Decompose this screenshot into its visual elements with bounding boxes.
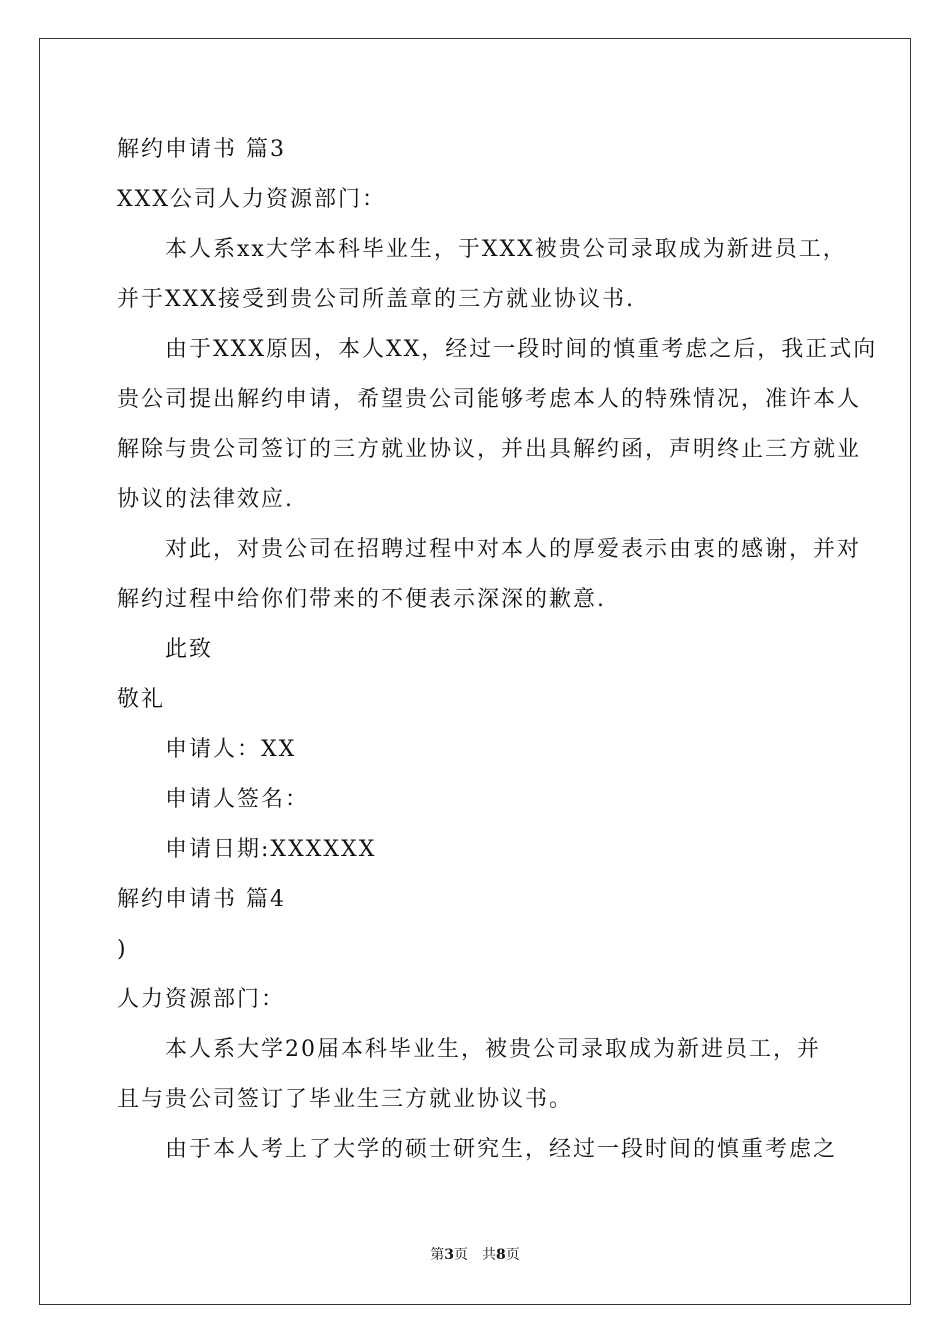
paragraph-line: 由于本人考上了大学的硕士研究生，经过一段时间的慎重考虑之 [165, 1137, 838, 1162]
paragraph-line: 由于XXX原因，本人XX，经过一段时间的慎重考虑之后，我正式向 [165, 337, 878, 362]
applicant-line: 申请人：XX [165, 737, 297, 762]
signature-line: 申请人签名： [165, 787, 310, 812]
page-mid: 页 [454, 1247, 468, 1263]
total-suffix: 页 [505, 1247, 520, 1263]
total-page-number: 8 [496, 1247, 506, 1263]
paren-line: ) [117, 937, 128, 962]
paragraph-line: 且与贵公司签订了毕业生三方就业协议书。 [117, 1087, 574, 1112]
date-line: 申请日期:XXXXXX [165, 837, 377, 862]
page-footer [0, 1246, 950, 1264]
paragraph-line: 协议的法律效应. [117, 487, 294, 512]
current-page-number: 3 [444, 1247, 454, 1263]
paragraph-line: 对此，对贵公司在招聘过程中对本人的厚爱表示由衷的感谢，并对 [165, 537, 862, 562]
paragraph-line: 解除与贵公司签订的三方就业协议，并出具解约函，声明终止三方就业 [117, 437, 862, 462]
section-heading-4: 解约申请书 篇4 [117, 887, 286, 912]
paragraph-line: 解约过程中给你们带来的不便表示深深的歉意. [117, 587, 606, 612]
paragraph-line: 并于XXX接受到贵公司所盖章的三方就业协议书. [117, 287, 635, 312]
paragraph-line: 本人系xx大学本科毕业生，于XXX被贵公司录取成为新进员工， [165, 237, 847, 262]
addressee-line: 人力资源部门： [117, 987, 286, 1012]
section-heading-3: 解约申请书 篇3 [117, 137, 286, 162]
addressee-line: XXX公司人力资源部门： [117, 187, 386, 212]
page-prefix: 第 [430, 1247, 445, 1263]
total-prefix: 共 [482, 1247, 496, 1263]
paragraph-line: 本人系大学20届本科毕业生，被贵公司录取成为新进员工，并 [165, 1037, 821, 1062]
paragraph-line: 贵公司提出解约申请，希望贵公司能够考虑本人的特殊情况，准许本人 [117, 387, 862, 412]
closing-line: 敬礼 [117, 687, 166, 712]
closing-line: 此致 [165, 637, 214, 662]
